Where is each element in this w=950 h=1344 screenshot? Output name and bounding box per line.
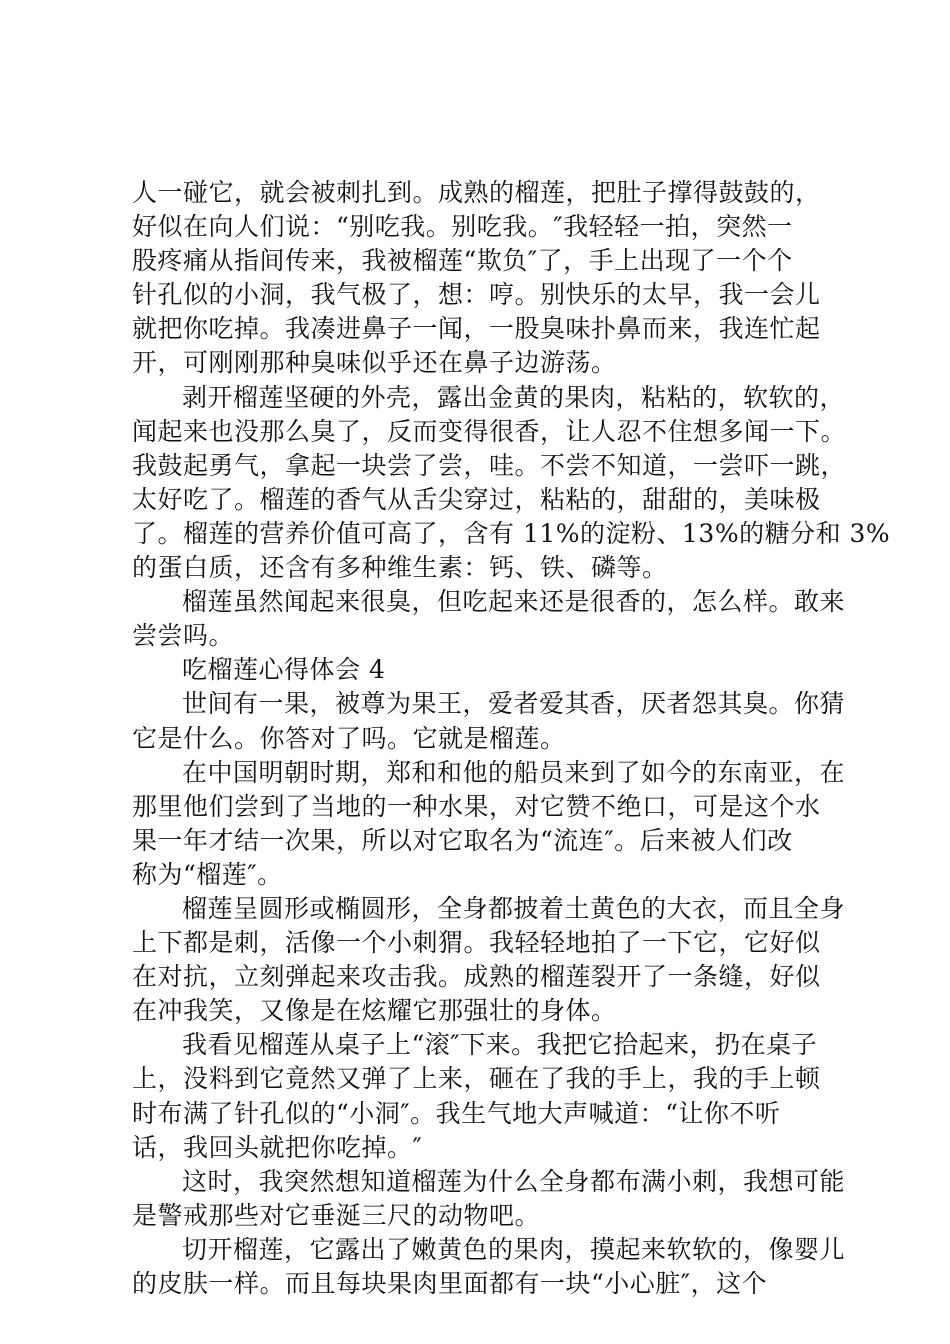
text-line: 针孔似的小洞，我气极了，想：哼。别快乐的太早，我一会儿 [132,280,821,310]
paragraph-8 [132,1028,832,1164]
paragraph-3 [132,585,846,653]
text-line: 我鼓起勇气，拿起一块尝了尝，哇。不尝不知道，一尝吓一跳， [132,450,847,480]
text-line: 的蛋白质，还含有多种维生素：钙、铁、磷等。 [132,553,668,583]
text-line: 榴莲呈圆形或椭圆形，全身都披着土黄色的大衣，而且全身 [182,893,846,923]
text-line: 时布满了针孔似的“小洞″。我生气地大声喊道：“让你不听 [132,1098,781,1128]
text-line: 话，我回头就把你吃掉。″ [132,1132,423,1162]
text-line: 这时，我突然想知道榴莲为什么全身都布满小刺，我想可能 [182,1166,846,1196]
text-line: 它是什么。你答对了吗。它就是榴莲。 [132,723,566,753]
text-line: 是警戒那些对它垂涎三尺的动物吧。 [132,1200,541,1230]
text-line: 世间有一果，被尊为果王，爱者爱其香，厌者怨其臭。你猜 [182,689,846,719]
text-line: 太好吃了。榴莲的香气从舌尖穿过，粘粘的，甜甜的，美味极 [132,484,821,514]
text-line: 股疼痛从指间传来，我被榴莲“欺负″了，手上出现了一个个 [132,246,793,276]
text-line: 开，可刚刚那种臭味似乎还在鼻子边游荡。 [132,348,617,378]
text-line: 剥开榴莲坚硬的外壳，露出金黄的果肉，粘粘的，软软的， [182,382,846,412]
text-line: 上，没料到它竟然又弹了上来，砸在了我的手上，我的手上顿 [132,1064,821,1094]
heading-text: 吃榴莲心得体会 4 [182,655,386,685]
text-line: 人一碰它，就会被刺扎到。成熟的榴莲，把肚子撑得鼓鼓的， [132,178,821,207]
text-line: 切开榴莲，它露出了嫩黄色的果肉，摸起来软软的，像婴儿 [182,1234,846,1264]
text-line: 了。榴莲的营养价值可高了，含有 11%的淀粉、13%的糖分和 3% [132,518,891,548]
text-line: 闻起来也没那么臭了，反而变得很香，让人忍不住想多闻一下。 [132,416,847,446]
paragraph-6 [132,756,846,892]
paragraph-9 [132,1165,846,1233]
text-line: 在冲我笑，又像是在炫耀它那强壮的身体。 [132,996,617,1026]
text-line: 榴莲虽然闻起来很臭，但吃起来还是很香的，怎么样。敢来 [182,587,846,617]
paragraph-5 [132,687,846,755]
text-line: 称为“榴莲″。 [132,859,283,889]
paragraph-10 [132,1233,846,1301]
text-line: 在对抗，立刻弹起来攻击我。成熟的榴莲裂开了一条缝，好似 [132,962,821,992]
text-line: 的皮肤一样。而且每块果肉里面都有一块“小心脏″，这个 [132,1269,768,1298]
text-line: 上下都是刺，活像一个小刺猬。我轻轻地拍了一下它，它好似 [132,928,821,958]
text-line: 好似在向人们说：“别吃我。别吃我。″我轻轻一拍，突然一 [132,212,793,242]
text-line: 果一年才结一次果，所以对它取名为“流连″。后来被人们改 [132,825,793,855]
text-line: 我看见榴莲从桌子上“滚″下来。我把它拾起来，扔在桌子 [182,1030,818,1060]
text-line: 就把你吃掉。我凑进鼻子一闻，一股臭味扑鼻而来，我连忙起 [132,314,821,344]
text-line: 尝尝吗。 [132,621,235,651]
section-heading [132,653,832,687]
paragraph-2 [132,381,891,586]
paragraph-7 [132,892,846,1028]
paragraph-1 [132,176,832,381]
text-line: 那里他们尝到了当地的一种水果，对它赞不绝口，可是这个水 [132,791,821,821]
document-page [132,176,891,1301]
text-line: 在中国明朝时期，郑和和他的船员来到了如今的东南亚，在 [182,757,846,787]
